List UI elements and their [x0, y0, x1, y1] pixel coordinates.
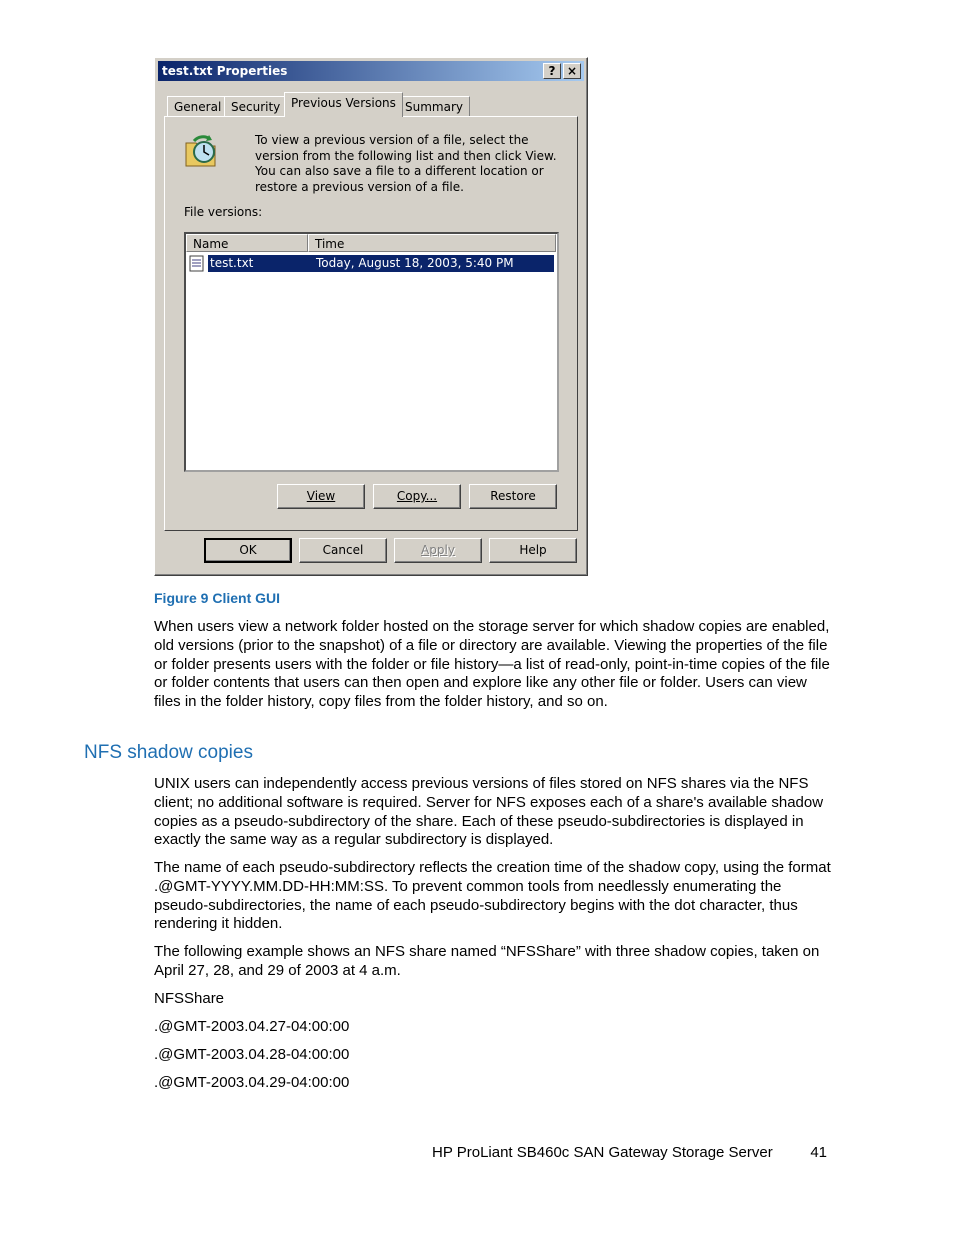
ok-button[interactable]: OK: [204, 538, 292, 563]
intro-paragraph: When users view a network folder hosted on the storage server for which shadow copies are enabled, old versions (prior to the snapshot) of a file or directory are available. Viewing the properties of the file or folder presents users with the folder or file history—a list of read-only, point-in-time copies of the file or folder contents that users can then open and explore like any other file or folder. Users can view files in the folder history, copy files from the folder history, and so on.: [154, 618, 830, 711]
copy-button[interactable]: [373, 484, 461, 509]
list-header: [186, 234, 557, 252]
footer-product: HP ProLiant SB460c SAN Gateway Storage Server: [432, 1144, 773, 1161]
row-time: Today, August 18, 2003, 5:40 PM: [316, 256, 514, 270]
help-button[interactable]: Help: [489, 538, 577, 563]
row-name: test.txt: [210, 256, 254, 270]
instructions-text: To view a previous version of a file, select the version from the following list and then click View. You can also save a file to a different location or restore a previous version of a file.: [255, 133, 557, 194]
page-number: 41: [810, 1144, 827, 1161]
folder-clock-icon: [183, 133, 221, 171]
properties-dialog: [154, 57, 588, 576]
copy-button-label: Copy...: [396, 489, 438, 503]
restore-button[interactable]: [469, 484, 557, 509]
example-snapshot-2: .@GMT-2003.04.28-04:00:00: [154, 1046, 350, 1063]
dialog-title: test.txt Properties: [162, 64, 288, 78]
file-versions-label: File versions:: [184, 205, 263, 219]
title-bar: [158, 61, 584, 81]
figure-caption: Figure 9 Client GUI: [154, 590, 281, 606]
restore-button-label: Restore: [490, 489, 536, 503]
view-button[interactable]: [277, 484, 365, 509]
file-versions-list[interactable]: [184, 232, 559, 472]
previous-versions-panel: [164, 116, 578, 531]
text-file-icon: [189, 255, 204, 272]
help-title-button[interactable]: ?: [543, 63, 561, 79]
tab-summary[interactable]: Summary: [398, 96, 470, 116]
tab-security[interactable]: Security: [224, 96, 287, 116]
apply-button-label: Apply: [421, 543, 455, 557]
section-paragraph-1: UNIX users can independently access previous versions of files stored on NFS shares via the NFS client; no additional software is required. Server for NFS exposes each of a share's available shadow copies as a pseudo-subdirectory of the share. Each of these pseudo-subdirectories is displayed in exactly the same way as a regular subdirectory is displayed.: [154, 775, 824, 849]
table-row[interactable]: [208, 255, 554, 272]
example-snapshot-3: .@GMT-2003.04.29-04:00:00: [154, 1074, 350, 1091]
apply-button[interactable]: [394, 538, 482, 563]
tab-general[interactable]: General: [167, 96, 228, 116]
column-header-time[interactable]: Time: [308, 234, 556, 252]
close-title-button[interactable]: ×: [563, 63, 581, 79]
view-button-label: View: [306, 489, 336, 503]
column-header-name[interactable]: Name: [186, 234, 308, 252]
example-share-name: NFSShare: [154, 990, 225, 1007]
page-footer: [432, 1144, 827, 1161]
tab-previous-versions[interactable]: Previous Versions: [284, 92, 403, 117]
cancel-button[interactable]: Cancel: [299, 538, 387, 563]
example-snapshot-1: .@GMT-2003.04.27-04:00:00: [154, 1018, 350, 1035]
section-heading: NFS shadow copies: [84, 742, 253, 763]
section-paragraph-2: The name of each pseudo-subdirectory reflects the creation time of the shadow copy, using the format .@GMT-YYYY.MM.DD-HH:MM:SS. To prevent common tools from needlessly enumerating the pseudo-subdirectories, the name of each pseudo-subdirectory begins with the dot character, thus rendering it hidden.: [154, 859, 831, 933]
section-paragraph-3: The following example shows an NFS share named “NFSShare” with three shadow copies, taken on April 27, 28, and 29 of 2003 at 4 a.m.: [154, 943, 820, 979]
